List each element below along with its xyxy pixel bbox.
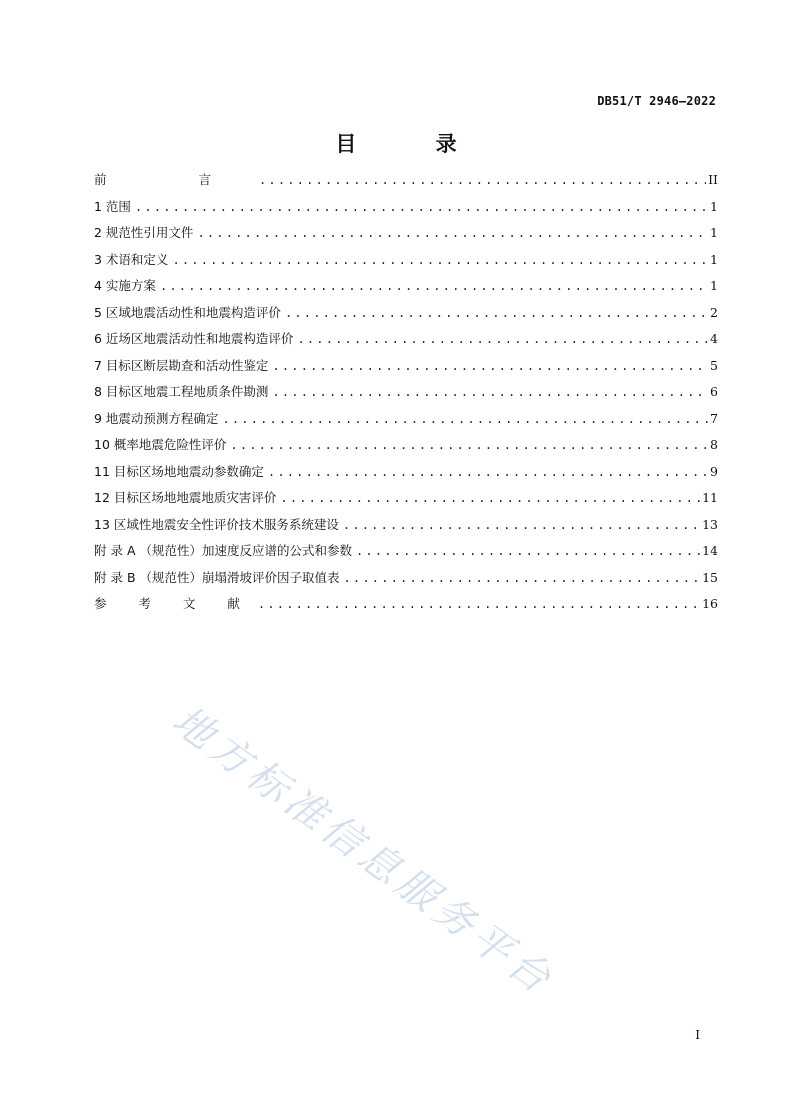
dot-leader xyxy=(258,597,700,611)
dot-leader xyxy=(230,438,708,452)
dot-leader xyxy=(356,544,700,558)
toc-entry-foreword[interactable] xyxy=(94,170,718,197)
toc-entry-13[interactable] xyxy=(94,515,718,542)
dot-leader xyxy=(344,571,701,585)
toc-entry-label: 4 实施方案 xyxy=(94,278,156,293)
toc-entry-label: 9 地震动预测方程确定 xyxy=(94,410,219,426)
toc-entry-page: 8 xyxy=(710,437,718,452)
dot-leader xyxy=(135,200,708,214)
toc-entry-label: 13 区域性地震安全性评价技术服务系统建设 xyxy=(94,516,339,532)
toc-entry-label: 8 目标区地震工程地质条件勘测 xyxy=(94,384,269,399)
toc-entry-page: 1 xyxy=(710,278,718,293)
toc-entry-label: 1 范围 xyxy=(94,198,131,214)
toc-entry-label: 附 录 B （规范性）崩塌滑坡评价因子取值表 xyxy=(94,569,340,585)
page-number: I xyxy=(695,1028,700,1042)
dot-leader xyxy=(280,491,700,505)
toc-entry-label: 6 近场区地震活动性和地震构造评价 xyxy=(94,331,294,346)
toc-entry-11[interactable] xyxy=(94,462,718,489)
dot-leader xyxy=(268,465,708,479)
toc-entry-appendix-b[interactable] xyxy=(94,568,718,595)
toc-entry-page: 6 xyxy=(710,384,718,399)
dot-leader xyxy=(343,518,700,532)
toc-entry-label: 7 目标区断层勘查和活动性鉴定 xyxy=(94,357,269,373)
toc-entry-page: 16 xyxy=(702,596,718,611)
toc-entry-references[interactable] xyxy=(94,594,718,621)
dot-leader xyxy=(272,359,708,373)
toc-entry-9[interactable] xyxy=(94,409,718,436)
toc-entry-8[interactable] xyxy=(94,382,718,409)
toc-entry-page: 5 xyxy=(710,357,718,373)
toc-entry-2[interactable] xyxy=(94,223,718,250)
dot-leader xyxy=(285,306,708,320)
dot-leader xyxy=(222,412,708,426)
dot-leader xyxy=(197,226,708,240)
toc-entry-page: 13 xyxy=(702,516,718,532)
toc-entry-label: 5 区域地震活动性和地震构造评价 xyxy=(94,304,281,320)
toc-entry-label: 前 言 xyxy=(94,172,255,187)
toc-entry-5[interactable] xyxy=(94,303,718,330)
toc-entry-label: 10 概率地震危险性评价 xyxy=(94,437,227,452)
toc-entry-page: 15 xyxy=(702,569,718,585)
toc-entry-page: 1 xyxy=(710,198,718,214)
toc-entry-7[interactable] xyxy=(94,356,718,383)
toc-entry-page: 2 xyxy=(710,304,718,320)
toc-entry-4[interactable] xyxy=(94,276,718,303)
document-code: DB51/T 2946—2022 xyxy=(597,94,716,108)
toc-entry-label: 附 录 A （规范性）加速度反应谱的公式和参数 xyxy=(94,543,352,558)
toc-entry-page: 4 xyxy=(710,331,718,346)
toc-entry-label: 2 规范性引用文件 xyxy=(94,225,194,240)
toc-entry-12[interactable] xyxy=(94,488,718,515)
toc-entry-page: II xyxy=(708,172,718,187)
toc-entry-appendix-a[interactable] xyxy=(94,541,718,568)
toc-entry-page: 14 xyxy=(702,543,718,558)
toc-entry-label: 12 目标区场地地震地质灾害评价 xyxy=(94,490,277,505)
toc-entry-page: 11 xyxy=(702,490,718,505)
dot-leader xyxy=(160,279,708,293)
dot-leader xyxy=(172,253,708,267)
dot-leader xyxy=(272,385,708,399)
table-of-contents xyxy=(94,170,718,621)
toc-entry-page: 1 xyxy=(710,251,718,267)
toc-entry-page: 7 xyxy=(710,410,718,426)
toc-entry-6[interactable] xyxy=(94,329,718,356)
dot-leader xyxy=(259,173,706,187)
toc-entry-label: 11 目标区场地地震动参数确定 xyxy=(94,463,264,479)
toc-entry-page: 1 xyxy=(710,225,718,240)
dot-leader xyxy=(297,332,708,346)
toc-entry-label: 参 考 文 献 xyxy=(94,596,254,611)
toc-entry-label: 3 术语和定义 xyxy=(94,251,169,267)
toc-entry-10[interactable] xyxy=(94,435,718,462)
watermark: 地方标准信息服务平台 xyxy=(163,697,563,1005)
toc-entry-page: 9 xyxy=(710,463,718,479)
page-title: 目 录 xyxy=(335,131,493,156)
toc-entry-3[interactable] xyxy=(94,250,718,277)
toc-entry-1[interactable] xyxy=(94,197,718,224)
